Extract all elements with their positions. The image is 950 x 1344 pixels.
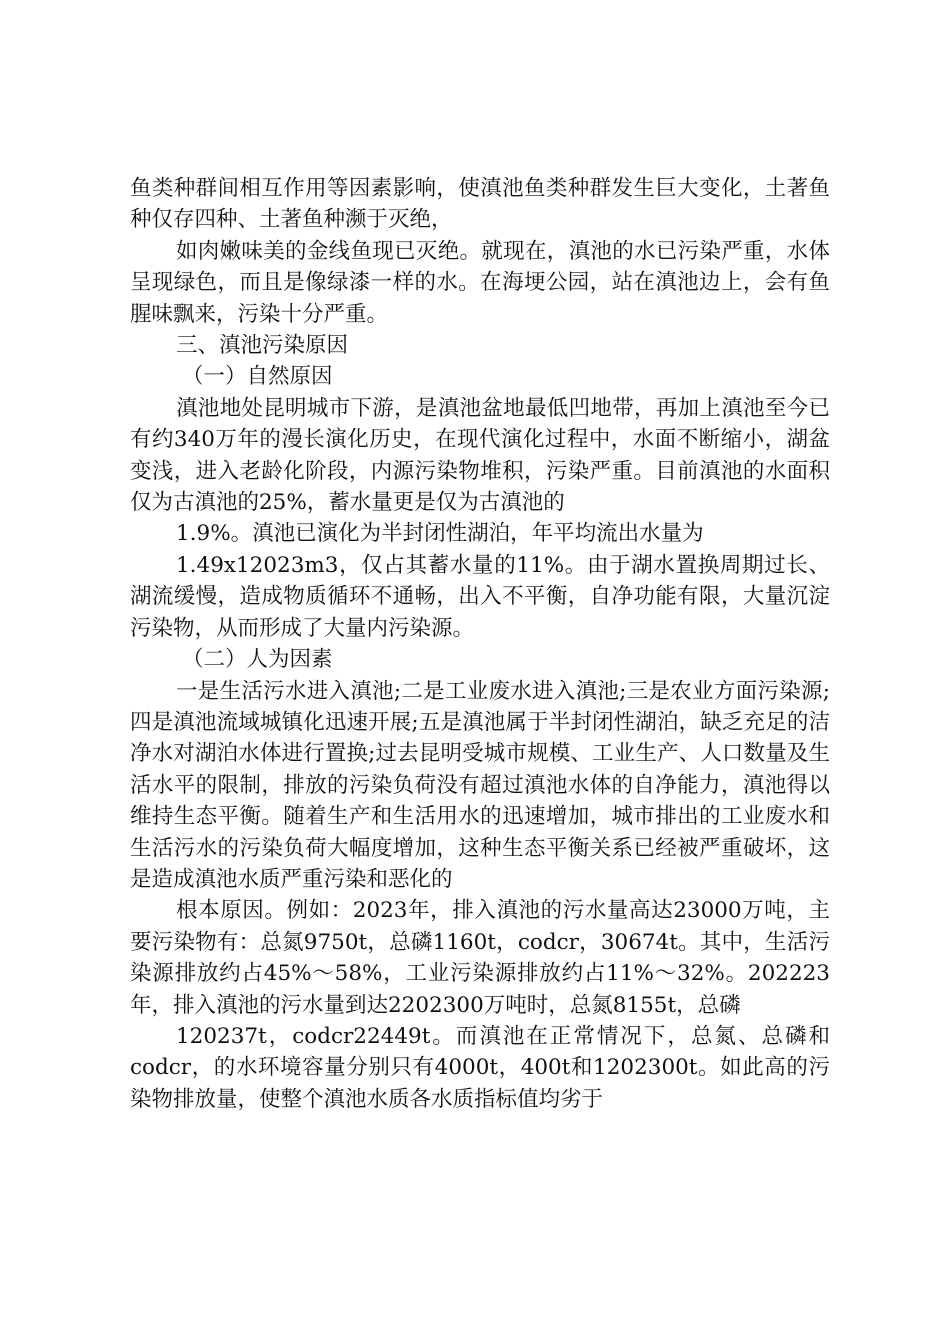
paragraph-root-cause-data: 根本原因。例如：2023年，排入滇池的污水量高达23000万吨，主要污染物有：总氮9750t，总磷1160t，codcr，30674t。其中，生活污染源排放约占45%～58%，工业污染源排放约占11%～32%。202223年，排入滇池的污水量到达2202300万吨时，总氮8155t，总磷 xyxy=(130,898,830,1018)
paragraph-outflow-volume: 1.49x12023m3，仅占其蓄水量的11%。由于湖水置换周期过长、湖流缓慢，造成物质循环不通畅，出入不平衡，自净功能有限，大量沉淀污染物，从而形成了大量内污染源。 xyxy=(130,552,830,641)
subsection-heading-human-factors: （二）人为因素 xyxy=(182,647,333,673)
paragraph-natural-causes: 滇池地处昆明城市下游，是滇池盆地最低凹地带，再加上滇池至今已有约340万年的漫长演化历史，在现代演化过程中，水面不断缩小，湖盆变浅，进入老龄化阶段，内源污染物堆积，污染严重。目前滇池的水面积仅为古滇池的25%，蓄水量更是仅为古滇池的 xyxy=(130,395,830,516)
paragraph-environmental-capacity: 120237t，codcr22449t。而滇池在正常情况下，总氮、总磷和codcr，的水环境容量分别只有4000t，400t和1202300t。如此高的污染物排放量，使整个滇池水质各水质指标值均劣于 xyxy=(130,1023,830,1112)
paragraph-human-factors: 一是生活污水进入滇池;二是工业废水进入滇池;三是农业方面污染源;四是滇池流域城镇化迅速开展;五是滇池属于半封闭性湖泊，缺乏充足的洁净水对湖泊水体进行置换;过去昆明受城市规模、工业生产、人口数量及生活水平的限制，排放的污染负荷没有超过滇池水体的自净能力，滇池得以维持生态平衡。随着生产和生活用水的迅速增加，城市排出的工业废水和生活污水的污染负荷大幅度增加，这种生态平衡关系已经被严重破坏，这是造成滇池水质严重污染和恶化的 xyxy=(130,678,830,892)
paragraph-current-pollution: 如肉嫩味美的金线鱼现已灭绝。就现在，滇池的水已污染严重，水体呈现绿色，而且是像绿漆一样的水。在海埂公园，站在滇池边上，会有鱼腥味飘来，污染十分严重。 xyxy=(130,238,830,327)
document-body xyxy=(130,173,830,1115)
paragraph-fish-species: 鱼类种群间相互作用等因素影响，使滇池鱼类种群发生巨大变化，土著鱼种仅存四种、土著鱼种濒于灭绝， xyxy=(130,176,830,233)
paragraph-semi-closed-lake: 1.9%。滇池已演化为半封闭性湖泊，年平均流出水量为 xyxy=(176,521,704,547)
section-heading-pollution-causes: 三、滇池污染原因 xyxy=(176,333,349,359)
subsection-heading-natural-causes: （一）自然原因 xyxy=(182,364,333,390)
